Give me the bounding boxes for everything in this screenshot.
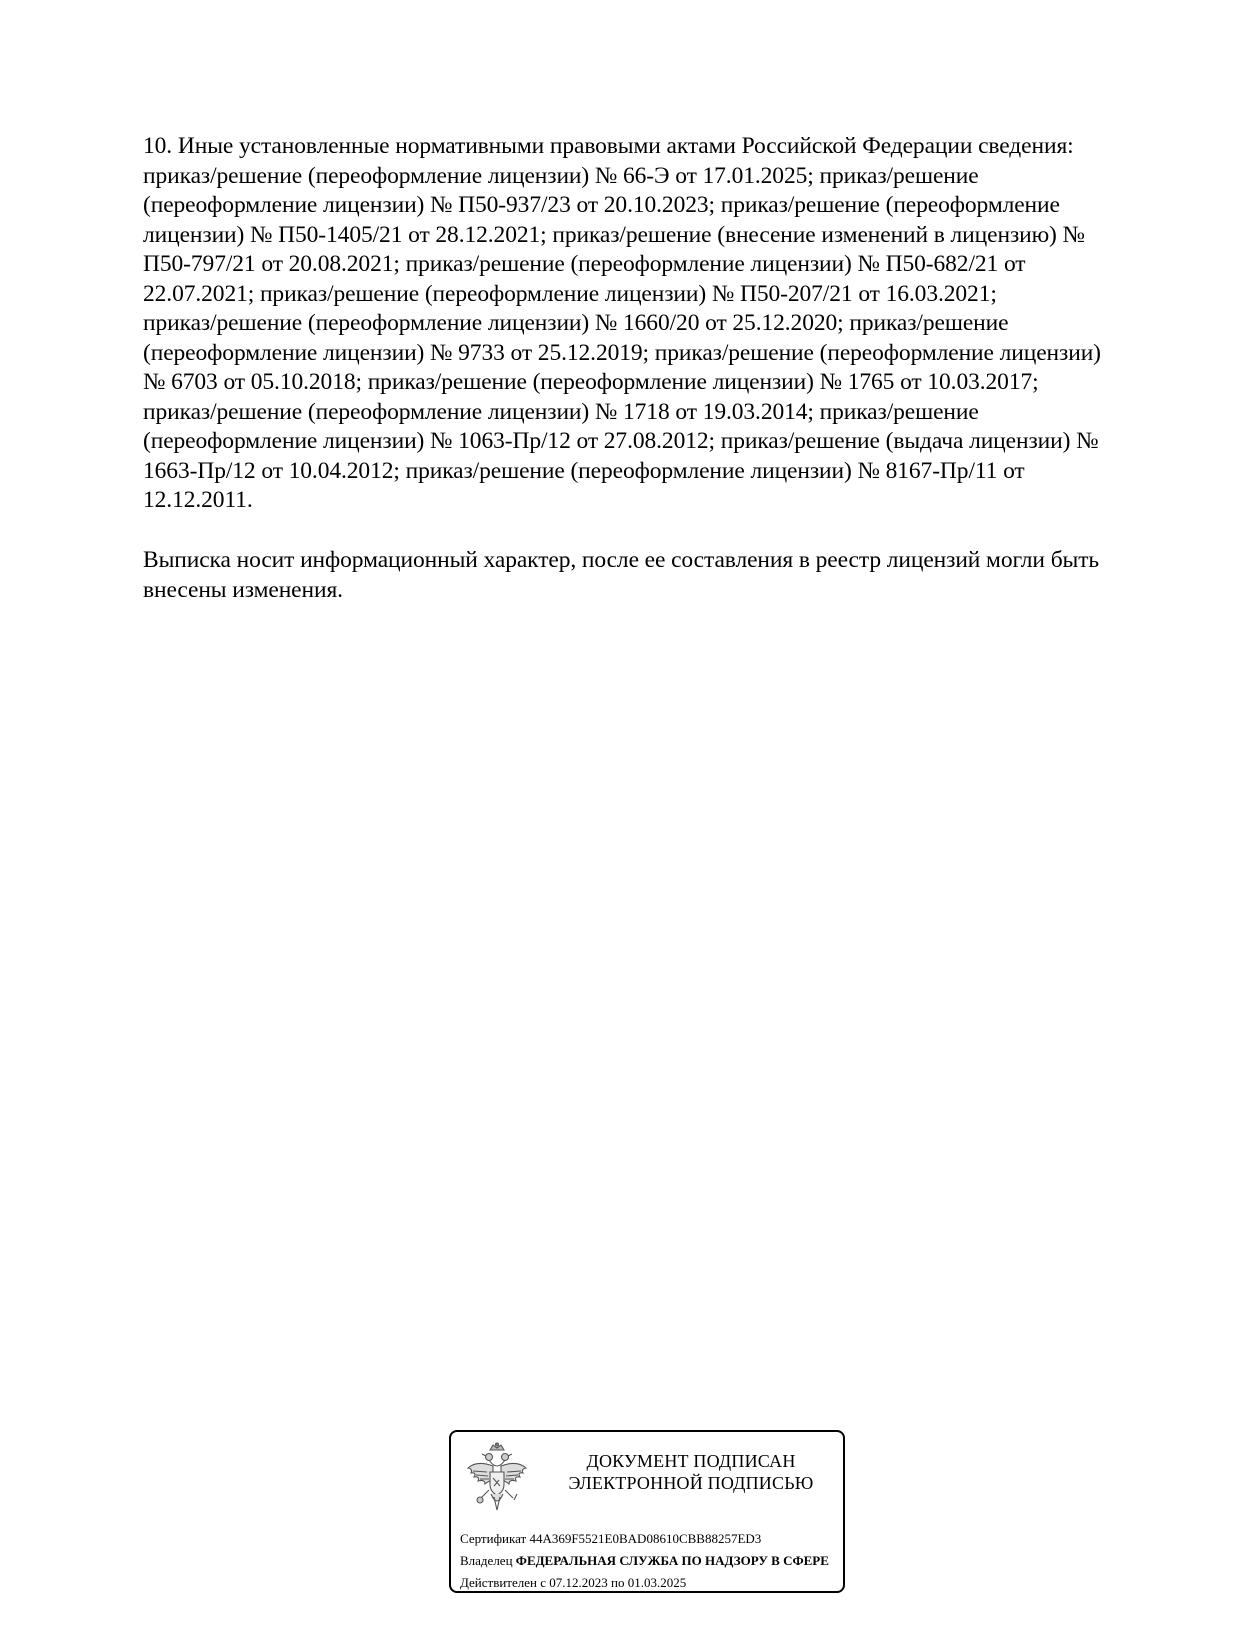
certificate-row <box>460 1528 840 1550</box>
text-line: 12.12.2011. <box>143 487 253 513</box>
stamp-details <box>460 1528 840 1593</box>
stamp-title-line: ДОКУМЕНТ ПОДПИСАН <box>586 1451 796 1471</box>
stamp-title-line: ЭЛЕКТРОННОЙ ПОДПИСЬЮ <box>568 1473 814 1493</box>
text-line: приказ/решение (переоформление лицензии) № 1660/20 от 25.12.2020; приказ/решение <box>143 310 1009 336</box>
electronic-signature-stamp <box>449 1430 845 1593</box>
certificate-label: Сертификат <box>460 1531 530 1546</box>
text-line: приказ/решение (переоформление лицензии) № 66-Э от 17.01.2025; приказ/решение <box>143 162 979 189</box>
text-line: внесены изменения. <box>143 576 343 603</box>
russian-coat-of-arms-icon <box>465 1442 529 1516</box>
text-line: Выписка носит информационный характер, после ее составления в реестр лицензий могли быть <box>143 547 1100 573</box>
text-line: 1663-Пр/12 от 10.04.2012; приказ/решение (переоформление лицензии) № 8167-Пр/11 от <box>143 457 1025 484</box>
owner-row <box>460 1550 840 1572</box>
text-line: 22.07.2021; приказ/решение (переоформление лицензии) № П50-207/21 от 16.03.2021; <box>143 280 997 307</box>
validity-row: Действителен с 07.12.2023 по 01.03.2025 <box>460 1575 687 1590</box>
text-line: (переоформление лицензии) № 9733 от 25.12.2019; приказ/решение (переоформление лицензии) <box>143 339 1101 366</box>
text-line: № 6703 от 05.10.2018; приказ/решение (переоформление лицензии) № 1765 от 10.03.2017; <box>143 369 1039 395</box>
section-10-other-information <box>143 132 1133 516</box>
owner-value: ФЕДЕРАЛЬНАЯ СЛУЖБА ПО НАДЗОРУ В СФЕРЕ <box>515 1553 829 1568</box>
text-line: лицензии) № П50-1405/21 от 28.12.2021; приказ/решение (внесение изменений в лицензию) № <box>143 221 1085 248</box>
text-line: приказ/решение (переоформление лицензии) № 1718 от 19.03.2014; приказ/решение <box>143 398 979 425</box>
text-line: (переоформление лицензии) № П50-937/23 от 20.10.2023; приказ/решение (переоформление <box>143 192 1060 218</box>
owner-label: Владелец <box>460 1553 516 1568</box>
certificate-value: 44A369F5521E0BAD08610CBB88257ED3 <box>529 1531 762 1546</box>
text-line: (переоформление лицензии) № 1063-Пр/12 от 27.08.2012; приказ/решение (выдача лицензии) № <box>143 428 1099 454</box>
stamp-title <box>546 1450 836 1494</box>
disclaimer-note <box>143 546 1133 605</box>
text-line: 10. Иные установленные нормативными правовыми актами Российской Федерации сведения: <box>143 133 1074 159</box>
text-line: П50-797/21 от 20.08.2021; приказ/решение (переоформление лицензии) № П50-682/21 от <box>143 251 1026 277</box>
